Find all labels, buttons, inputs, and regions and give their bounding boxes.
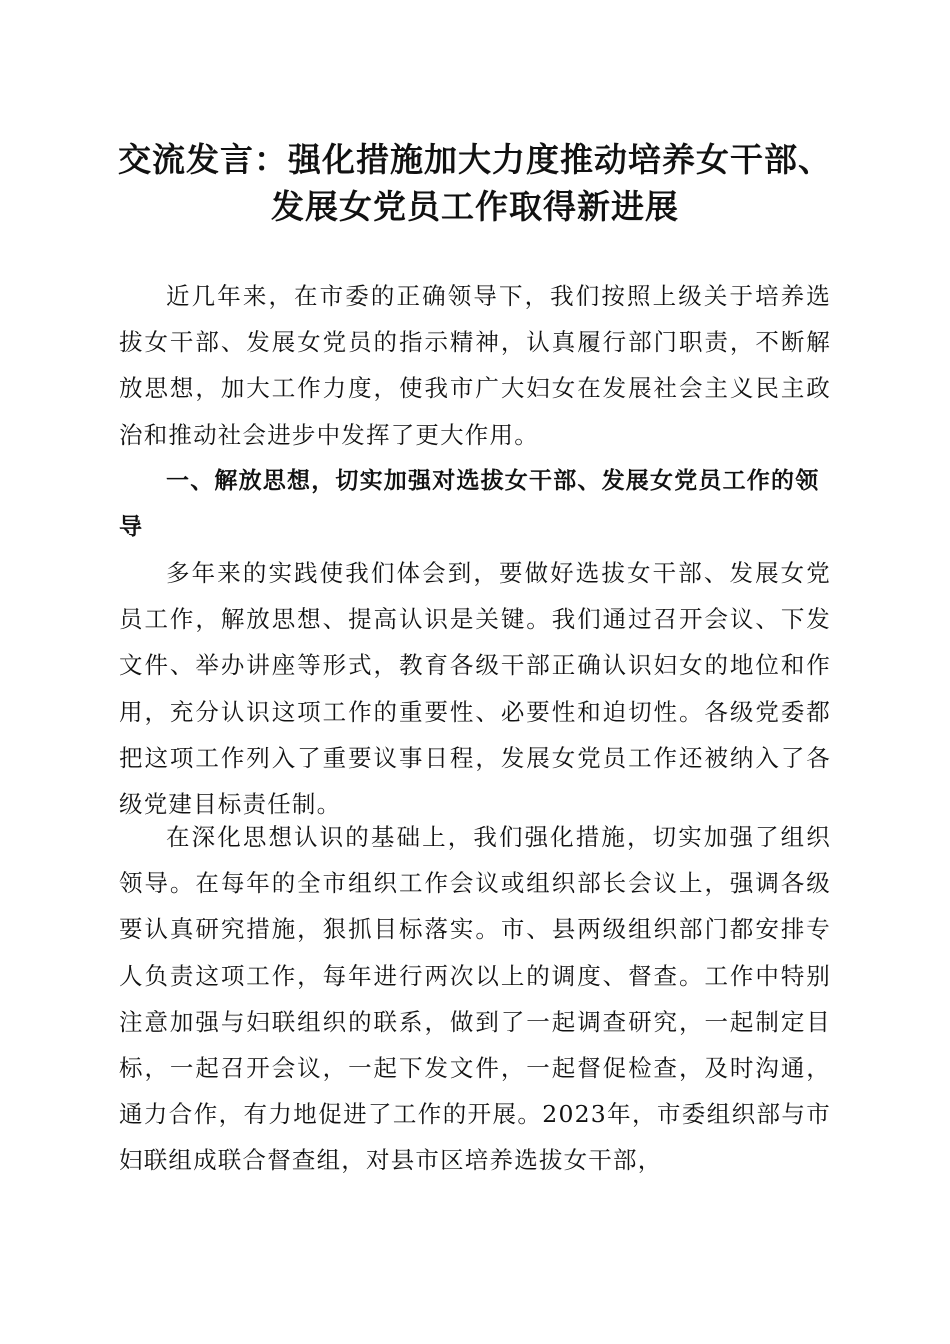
intro-paragraph: 近几年来，在市委的正确领导下，我们按照上级关于培养选拔女干部、发展女党员的指示精神，认真履行部门职责，不断解放思想，加大工作力度，使我市广大妇女在发展社会主义民主政治和推动社会进步中发挥了更大作用。 <box>119 282 831 449</box>
document-title-line-1: 交流发言：强化措施加大力度推动培养女干部、 <box>118 140 832 179</box>
body-paragraph: 在深化思想认识的基础上，我们强化措施，切实加强了组织领导。在每年的全市组织工作会议或组织部长会议上，强调各级要认真研究措施，狠抓目标落实。市、县两级组织部门都安排专人负责这项工作，每年进行两次以上的调度、督查。工作中特别注意加强与妇联组织的联系，做到了一起调查研究，一起制定目标，一起召开会议，一起下发文件，一起督促检查，及时沟通，通力合作，有力地促进了工作的开展。2023年，市委组织部与市妇联组成联合督查组，对县市区培养选拔女干部， <box>119 823 831 1175</box>
section-heading-1: 一、解放思想，切实加强对选拔女干部、发展女党员工作的领导 <box>119 468 820 541</box>
document-title-line-2: 发展女党员工作取得新进展 <box>271 187 679 226</box>
body-paragraph: 多年来的实践使我们体会到，要做好选拔女干部、发展女党员工作，解放思想、提高认识是关键。我们通过召开会议、下发文件、举办讲座等形式，教育各级干部正确认识妇女的地位和作用，充分认识这项工作的重要性、必要性和迫切性。各级党委都把这项工作列入了重要议事日程，发展女党员工作还被纳入了各级党建目标责任制。 <box>119 559 831 819</box>
